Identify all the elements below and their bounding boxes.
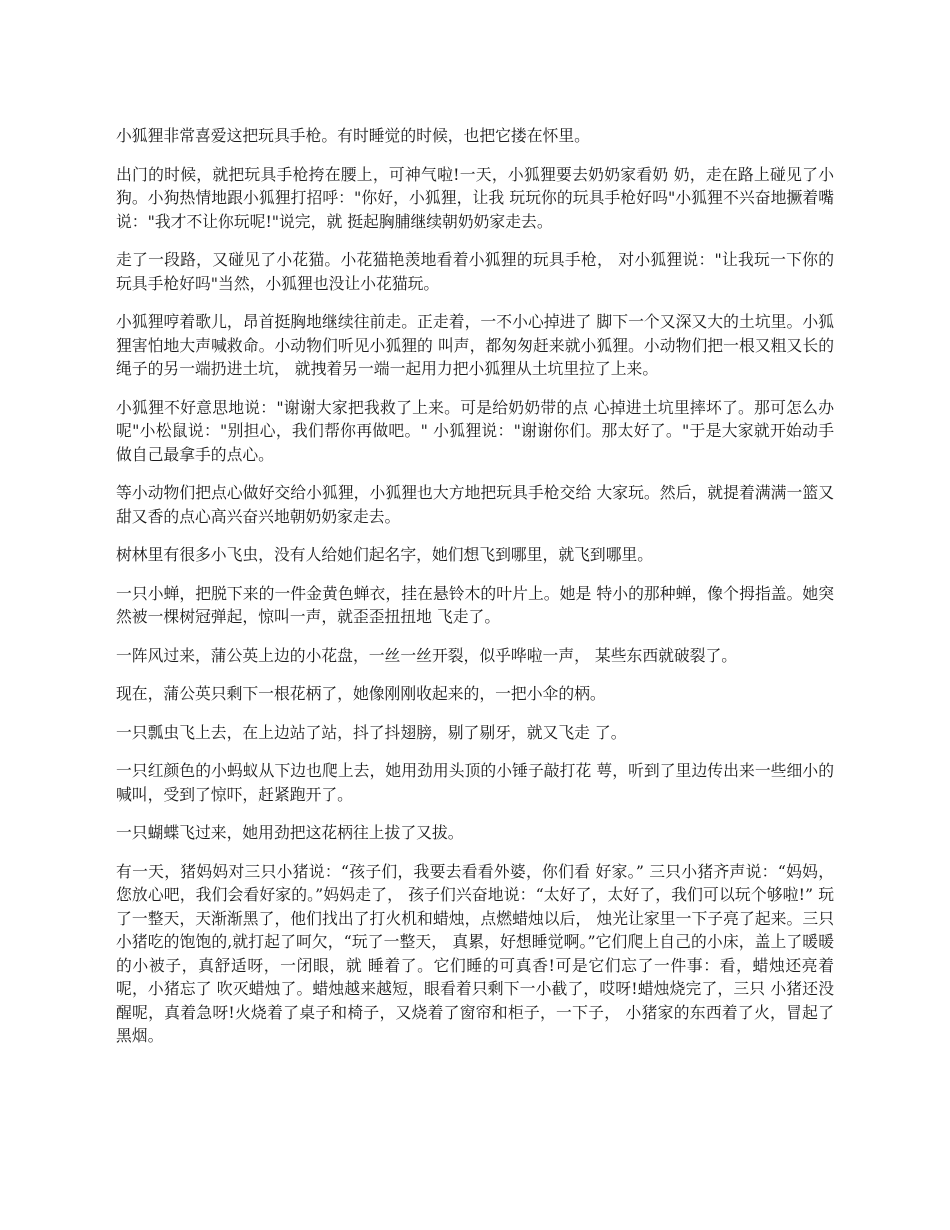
- paragraph-7: 树林里有很多小飞虫，没有人给她们起名字，她们想飞到哪里，就飞到哪里。: [116, 545, 654, 564]
- document-page: [116, 124, 834, 1063]
- paragraph-8: 一只小蝉，把脱下来的一件金黄色蝉衣，挂在悬铃木的叶片上。她是 特小的那种蝉，像个拇指盖。她突然被一棵树冠弹起，惊叫一声，就歪歪扭扭地 飞走了。: [116, 583, 834, 626]
- paragraph-3: 走了一段路，又碰见了小花猫。小花猫艳羡地看着小狐狸的玩具手枪， 对小狐狸说："让我玩一下你的玩具手枪好吗"当然，小狐狸也没让小花猫玩。: [116, 250, 834, 293]
- paragraph-4: 小狐狸哼着歌儿，昂首挺胸地继续往前走。正走着，一不小心掉进了 脚下一个又深又大的土坑里。小狐狸害怕地大声喊救命。小动物们听见小狐狸的 叫声，都匆匆赶来就小狐狸。小动物们把一根又粗又长的绳子的另一端扔进土坑， 就拽着另一端一起用力把小狐狸从土坑里拉了上来。: [116, 312, 834, 378]
- paragraph-13: 一只蝴蝶飞过来，她用劲把这花柄往上拔了又拔。: [116, 823, 464, 842]
- paragraph-5: 小狐狸不好意思地说："谢谢大家把我救了上来。可是给奶奶带的点 心掉进土坑里摔坏了。那可怎么办呢"小松鼠说："别担心，我们帮你再做吧。" 小狐狸说："谢谢你们。那太好了。"于是大家就开始动手做自己最拿手的点心。: [116, 397, 834, 464]
- paragraph-14: 有一天，猪妈妈对三只小猪说：“孩子们，我要去看看外婆，你们看 好家。” 三只小猪齐声说：“妈妈，您放心吧，我们会看好家的。”妈妈走了， 孩子们兴奋地说：“太好了，太好了，我们可以玩个够啦!” 玩了一整天，天渐渐黑了，他们找出了打火机和蜡烛，点燃蜡烛以后， 烛光让家里一下子亮了起来。三只小猪吃的饱饱的,就打起了呵欠，“玩了一整天， 真累，好想睡觉啊。”它们爬上自己的小床，盖上了暖暖的小被子，真舒适呀，一闭眼，就 睡着了。它们睡的可真香!可是它们忘了一件事：看，蜡烛还亮着呢，小猪忘了 吹灭蜡烛了。蜡烛越来越短，眼看着只剩下一小截了，哎呀!蜡烛烧完了，三只 小猪还没醒呢，真着急呀!火烧着了桌子和椅子，又烧着了窗帘和柜子，一下子， 小猪家的东西着了火，冒起了黑烟。: [116, 861, 834, 1045]
- paragraph-2: 出门的时候，就把玩具手枪挎在腰上，可神气啦!一天，小狐狸要去奶奶家看奶 奶，走在路上碰见了小狗。小狗热情地跟小狐狸打招呼："你好，小狐狸，让我 玩玩你的玩具手枪好吗"小狐狸不兴奋地撅着嘴说："我才不让你玩呢!"说完，就 挺起胸脯继续朝奶奶家走去。: [116, 164, 834, 231]
- paragraph-9: 一阵风过来，蒲公英上边的小花盘，一丝一丝开裂，似乎哗啦一声， 某些东西就破裂了。: [116, 645, 738, 665]
- paragraph-12: 一只红颜色的小蚂蚁从下边也爬上去，她用劲用头顶的小锤子敲打花 萼，听到了里边传出来一些细小的喊叫，受到了惊吓，赶紧跑开了。: [116, 761, 834, 804]
- paragraph-11: 一只瓢虫飞上去，在上边站了站，抖了抖翅膀，剔了剔牙，就又飞走 了。: [116, 722, 627, 742]
- paragraph-6: 等小动物们把点心做好交给小狐狸，小狐狸也大方地把玩具手枪交给 大家玩。然后，就提着满满一篮又甜又香的点心高兴奋兴地朝奶奶家走去。: [116, 483, 834, 526]
- paragraph-10: 现在，蒲公英只剩下一根花柄了，她像刚刚收起来的，一把小伞的柄。: [116, 684, 606, 703]
- paragraph-1: 小狐狸非常喜爱这把玩具手枪。有时睡觉的时候，也把它搂在怀里。: [116, 126, 590, 145]
